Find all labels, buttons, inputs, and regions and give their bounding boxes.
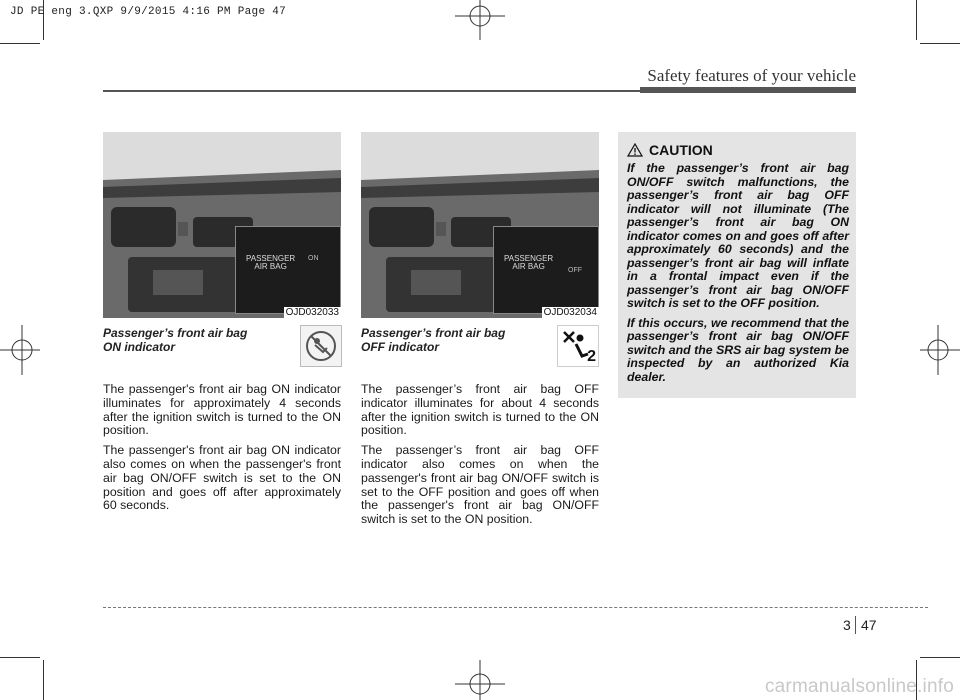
page-number: 47 <box>861 617 877 633</box>
crop-mark <box>920 43 960 44</box>
caption-off-indicator <box>361 326 551 354</box>
indicator-inset <box>235 226 341 314</box>
indicator-number: 2 <box>587 348 596 365</box>
registration-mark-icon <box>455 660 505 700</box>
registration-mark-icon <box>455 0 505 40</box>
caption-line: Passenger’s front air bag <box>361 326 506 340</box>
print-header: JD PE eng 3.QXP 9/9/2015 4:16 PM Page 47 <box>10 6 287 18</box>
paragraph: The passenger's front air bag ON indicator also comes on when the passenger's front air bag ON/OFF switch is set to the ON position and goes off after approximately 60 seconds. <box>103 443 341 513</box>
crop-mark <box>43 660 44 700</box>
caption-on-indicator <box>103 326 293 354</box>
caption-line: Passenger’s front air bag <box>103 326 248 340</box>
middle-body-text <box>361 383 599 533</box>
inset-state: ON <box>308 255 319 262</box>
warning-triangle-icon <box>627 143 643 157</box>
caution-text <box>627 162 849 390</box>
crop-mark <box>920 657 960 658</box>
paragraph: If the passenger’s front air bag ON/OFF switch malfunctions, the passenger’s front air bag OFF indicator will not illuminate (The passenger’s front air bag ON indicator comes on and goes off after approximately 60 seconds) and the passenger’s front air bag will inflate in a frontal impact even if the passenger’s front air bag ON/OFF switch is set to the OFF position. <box>627 161 849 310</box>
watermark: carmanualsonline.info <box>764 676 954 697</box>
inset-state: OFF <box>568 267 582 274</box>
paragraph: The passenger’s front air bag OFF indicator illuminates for about 4 seconds after the ignition switch is turned to the ON position. <box>361 382 599 438</box>
caution-box <box>618 132 856 398</box>
photo-code: OJD032034 <box>543 307 597 318</box>
page-separator <box>855 616 856 634</box>
paragraph: The passenger's front air bag ON indicator illuminates for approximately 4 seconds after the ignition switch is turned to the ON position. <box>103 382 341 438</box>
crop-mark <box>0 43 40 44</box>
indicator-inset <box>493 226 599 314</box>
registration-mark-icon <box>920 325 960 375</box>
photo-code: OJD032033 <box>285 307 339 318</box>
title-rule-accent <box>640 87 856 93</box>
caption-line: ON indicator <box>103 340 176 354</box>
photo-airbag-off <box>361 132 599 318</box>
paragraph: If this occurs, we recommend that the passenger’s front air bag ON/OFF switch and the SRS air bag system be inspected by an authorized Kia dealer. <box>627 315 849 384</box>
inset-label: PASSENGER AIR BAG <box>246 254 296 271</box>
section-title: Safety features of your vehicle <box>647 66 856 85</box>
airbag-off-indicator-icon <box>557 325 599 367</box>
airbag-on-indicator-icon <box>300 325 342 367</box>
crop-mark <box>916 0 917 40</box>
footer-rule <box>103 607 928 608</box>
caption-line: OFF indicator <box>361 340 439 354</box>
inset-label: PASSENGER AIR BAG <box>504 254 554 271</box>
chapter-number: 3 <box>843 617 851 633</box>
crop-mark <box>0 657 40 658</box>
left-body-text <box>103 383 341 519</box>
registration-mark-icon <box>0 325 40 375</box>
caution-title: CAUTION <box>649 142 713 158</box>
caution-header <box>627 142 713 158</box>
photo-airbag-on <box>103 132 341 318</box>
paragraph: The passenger’s front air bag OFF indicator also comes on when the passenger's front air bag ON/OFF switch is set to the OFF position and goes off when the passenger's front air bag ON/OFF switch is set to the ON position. <box>361 443 599 527</box>
